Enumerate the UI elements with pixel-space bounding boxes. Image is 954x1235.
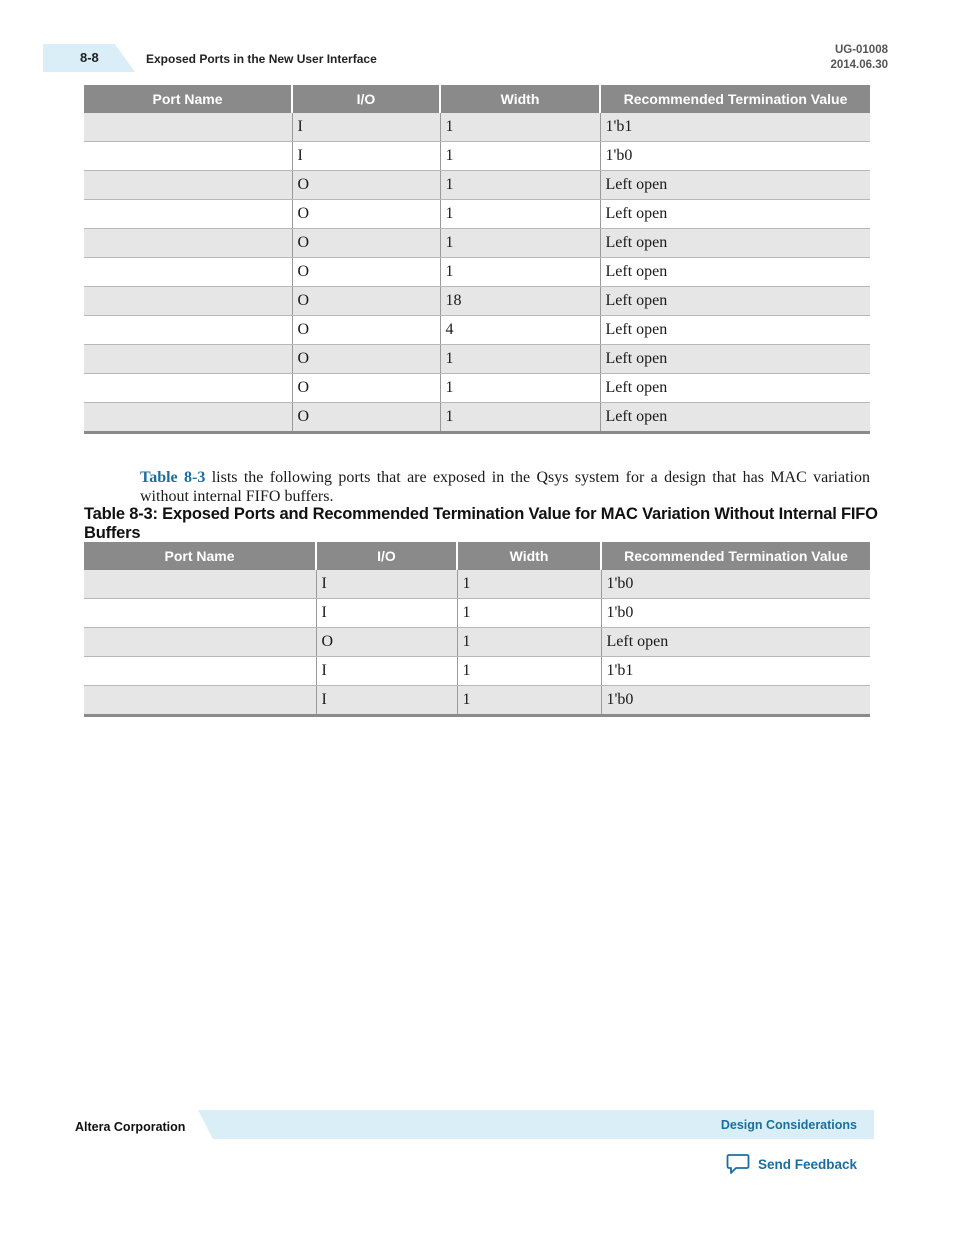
doc-date: 2014.06.30 (830, 59, 888, 71)
table-row (84, 229, 870, 258)
table-row (84, 657, 870, 686)
cell-width: 1 (440, 200, 600, 229)
send-feedback-link[interactable] (726, 1153, 857, 1175)
table-row (84, 200, 870, 229)
running-header-title: Exposed Ports in the New User Interface (146, 52, 377, 66)
cell-width: 1 (440, 258, 600, 287)
table-row (84, 316, 870, 345)
cell-io: O (292, 345, 440, 374)
cell-width: 1 (440, 171, 600, 200)
cell-width: 1 (457, 570, 601, 599)
table-row (84, 570, 870, 599)
cell-io: O (292, 171, 440, 200)
cell-io: I (316, 657, 457, 686)
cell-io: O (292, 200, 440, 229)
cell-termination-value: Left open (600, 316, 870, 345)
table-row (84, 628, 870, 657)
doc-id: UG-01008 (834, 44, 888, 56)
table-body (84, 113, 870, 433)
column-header-width: Width (457, 542, 601, 570)
footer-company: Altera Corporation (75, 1120, 186, 1134)
cell-io: O (292, 403, 440, 433)
cell-port-name (84, 113, 292, 142)
table-row (84, 345, 870, 374)
cell-termination-value: 1'b1 (600, 113, 870, 142)
cell-termination-value: 1'b1 (601, 657, 870, 686)
cell-termination-value: 1'b0 (601, 686, 870, 716)
ports-table-continued (84, 85, 870, 434)
cell-port-name (84, 316, 292, 345)
ports-table-no-fifo (84, 542, 870, 717)
cell-port-name (84, 686, 316, 716)
cell-width: 1 (440, 142, 600, 171)
cell-io: O (292, 258, 440, 287)
cell-io: I (316, 570, 457, 599)
column-header-io: I/O (316, 542, 457, 570)
cell-io: I (292, 142, 440, 171)
table-row (84, 599, 870, 628)
cell-port-name (84, 628, 316, 657)
column-header-width: Width (440, 85, 600, 113)
table-row (84, 171, 870, 200)
cell-termination-value: Left open (600, 200, 870, 229)
cell-termination-value: 1'b0 (600, 142, 870, 171)
cell-termination-value: Left open (600, 403, 870, 433)
body-paragraph (140, 468, 870, 506)
cell-termination-value: Left open (601, 628, 870, 657)
table-header-row (84, 542, 870, 570)
table-body (84, 570, 870, 716)
table-row (84, 113, 870, 142)
cell-width: 4 (440, 316, 600, 345)
cell-io: O (292, 316, 440, 345)
cell-width: 1 (440, 345, 600, 374)
paragraph-text: lists the following ports that are exposed in the Qsys system for a design that has MAC variation without internal FIFO buffers. (140, 469, 870, 505)
table-row (84, 403, 870, 433)
cell-port-name (84, 200, 292, 229)
cell-width: 1 (440, 113, 600, 142)
cell-port-name (84, 403, 292, 433)
cell-io: I (316, 599, 457, 628)
cell-termination-value: Left open (600, 229, 870, 258)
column-header-termination: Recommended Termination Value (600, 85, 870, 113)
send-feedback-label: Send Feedback (758, 1156, 858, 1172)
cell-port-name (84, 287, 292, 316)
table-cross-reference-link[interactable]: Table 8-3 (140, 469, 206, 486)
table-row (84, 142, 870, 171)
table-header-row (84, 85, 870, 113)
cell-width: 18 (440, 287, 600, 316)
cell-termination-value: 1'b0 (601, 570, 870, 599)
page-number: 8-8 (80, 50, 99, 65)
cell-io: I (316, 686, 457, 716)
cell-width: 1 (457, 628, 601, 657)
cell-io: I (292, 113, 440, 142)
cell-port-name (84, 142, 292, 171)
table-row (84, 287, 870, 316)
cell-io: O (292, 229, 440, 258)
cell-termination-value: Left open (600, 258, 870, 287)
cell-width: 1 (457, 686, 601, 716)
cell-io: O (292, 374, 440, 403)
cell-port-name (84, 657, 316, 686)
cell-port-name (84, 171, 292, 200)
cell-io: O (316, 628, 457, 657)
cell-width: 1 (440, 229, 600, 258)
cell-port-name (84, 374, 292, 403)
table-caption: Table 8-3: Exposed Ports and Recommended Termination Value for MAC Variation Without Internal FIFO Buffers (84, 505, 878, 542)
column-header-port-name: Port Name (84, 85, 292, 113)
cell-termination-value: 1'b0 (601, 599, 870, 628)
cell-io: O (292, 287, 440, 316)
column-header-port-name: Port Name (84, 542, 316, 570)
cell-port-name (84, 570, 316, 599)
cell-width: 1 (440, 374, 600, 403)
footer-section-link[interactable]: Design Considerations (720, 1118, 857, 1132)
table-row (84, 686, 870, 716)
cell-termination-value: Left open (600, 287, 870, 316)
cell-width: 1 (440, 403, 600, 433)
table-row (84, 258, 870, 287)
cell-port-name (84, 229, 292, 258)
cell-width: 1 (457, 657, 601, 686)
cell-termination-value: Left open (600, 345, 870, 374)
cell-port-name (84, 258, 292, 287)
cell-termination-value: Left open (600, 374, 870, 403)
column-header-io: I/O (292, 85, 440, 113)
column-header-termination: Recommended Termination Value (601, 542, 870, 570)
cell-width: 1 (457, 599, 601, 628)
speech-bubble-icon (726, 1153, 750, 1175)
cell-port-name (84, 345, 292, 374)
doc-identifier (830, 43, 888, 73)
cell-termination-value: Left open (600, 171, 870, 200)
table-row (84, 374, 870, 403)
cell-port-name (84, 599, 316, 628)
